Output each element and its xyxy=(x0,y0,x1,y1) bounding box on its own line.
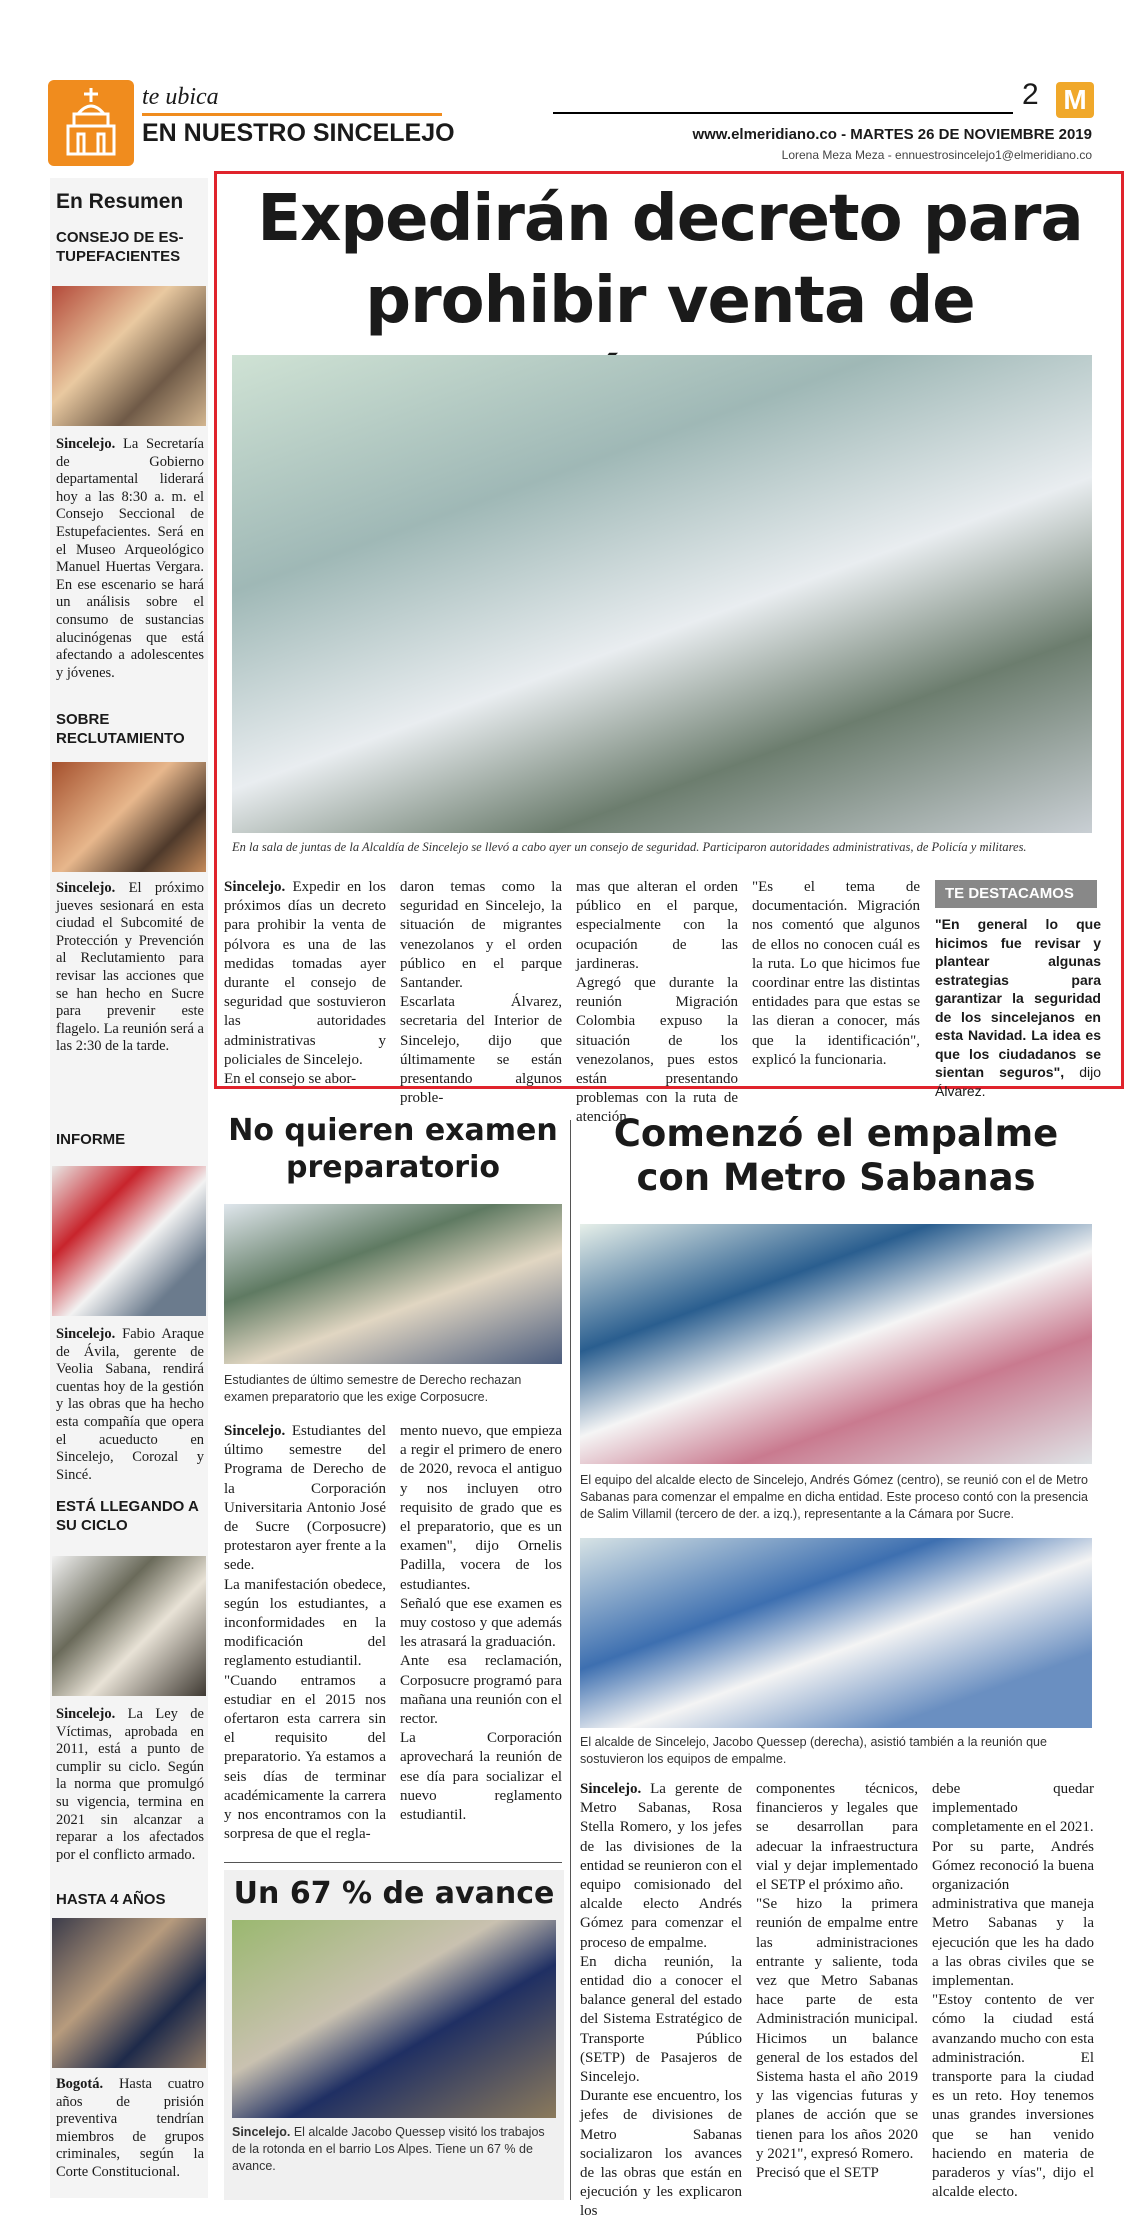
sidebar-photo xyxy=(52,762,206,872)
section-tag-title: EN NUESTRO SINCELEJO xyxy=(142,119,455,147)
column-divider xyxy=(570,1120,571,2200)
lead-column-2: daron temas como la seguridad en Sincelejo, la situación de migrantes venezolanos y el orden público en el parque Santander. Escarlata Álvarez, secretaria del Interior de Sincelejo, dijo que últimamente se están presentando algunos proble- xyxy=(400,879,562,1107)
brand-logo: M xyxy=(1056,82,1094,118)
sidebar-item-text: Sincelejo. La Ley de Víctimas, aprobada en 2011, está a punto de cumplir su ciclo. Según la norma que promulgó su vigencia, termina en 2021 sin alcanzar a reparar a los afectados por el conflicto armado. xyxy=(56,1706,204,1863)
lead-column-3: mas que alteran el orden público en el parque, especialmente con la ocupación de las jardineras. Agregó que durante la reunión Migración Colombia expuso la situación de los venezolanos, pues estos están presentando problemas con la ruta de atención. xyxy=(576,879,738,1126)
lead-photo xyxy=(232,355,1092,833)
sidebar-item-text: Sincelejo. El próximo jueves sesionará en esta ciudad el Subcomité de Protección y Prevención al Reclutamiento para revisar las acciones que se han hecho en Sucre para prevenir este flagelo. La reunión será a las 2:30 de la tarde. xyxy=(56,880,204,1055)
highlight-label: TE DESTACAMOS xyxy=(935,880,1097,908)
lead-column-1: Sincelejo. Expedir en los próximos días un decreto para prohibir la venta de pólvora es una de las medidas tomadas ayer durante el consejo de seguridad que sostuvieron las autoridades administrativas y policiales de Sincelejo. En el consejo se abor- xyxy=(224,879,386,1088)
byline: Lorena Meza Meza - ennuestrosincelejo1@elmeridiano.co xyxy=(781,148,1092,162)
section-divider xyxy=(224,1862,562,1863)
empalme-photo-2 xyxy=(580,1538,1092,1728)
empalme-headline: Comenzó el empalme con Metro Sabanas xyxy=(613,1112,1059,1199)
examen-headline: No quieren examen preparatorio xyxy=(228,1113,558,1185)
empalme-photo-1 xyxy=(580,1224,1092,1464)
examen-caption: Estudiantes de último semestre de Derecho rechazan examen preparatorio que les exige Corposucre. xyxy=(224,1373,522,1404)
sidebar-item-head: SOBRE RECLUTAMIENTO xyxy=(56,711,185,747)
dateline: www.elmeridiano.co - MARTES 26 DE NOVIEMBRE 2019 xyxy=(692,126,1092,143)
sidebar-title: En Resumen xyxy=(56,190,184,213)
highlight-quote: "En general lo que hicimos fue revisar y plantear algunas estrategias para garantizar la seguridad de los sincelejanos en esta Navidad. La idea es que los ciudadanos se sientan seguros", dijo Álvarez. xyxy=(935,916,1101,1099)
lead-column-4: "Es el tema de documentación. Migración nos comentó que algunos de ellos no conocen cuál es la ruta. Lo que hicimos fue coordinar entre las distintas entidades para que estas se las dieran a conocer, más que la identificación", explicó la funcionaria. xyxy=(752,879,920,1068)
sidebar-item-head: HASTA 4 AÑOS xyxy=(56,1891,166,1908)
sidebar-item-text: Bogotá. Hasta cuatro años de prisión preventiva tendrían miembros de grupos criminales, según la Corte Constitucional. xyxy=(56,2076,204,2180)
section-tag-divider xyxy=(142,113,442,116)
sidebar-photo xyxy=(52,286,206,426)
empalme-column-3: debe quedar implementado completamente en el 2021. Por su parte, Andrés Gómez reconoció la buena organización administrativa que maneja Metro Sabanas y la ejecución que les ha dado a las obras civiles que se implementan. "Estoy contento de ver cómo la ciudad está avanzando mucho con esta administración. El transporte para la ciudad es un reto. Hoy tenemos unas grandes inversiones que se han venido haciendo en materia de paraderos y vías", dijo el alcalde electo. xyxy=(932,1781,1094,2201)
sidebar-item-head: ESTÁ LLEGANDO A SU CICLO xyxy=(56,1498,199,1534)
sidebar-item-head: INFORME xyxy=(56,1131,126,1148)
empalme-column-1: Sincelejo. La gerente de Metro Sabanas, Rosa Stella Romero, y los jefes de las divisiones de la entidad se reunieron con el equipo comisionado del alcalde electo Andrés Gómez para comenzar el proceso de empalme. En dicha reunión, la entidad dio a conocer el balance general del estado del Sistema Estratégico de Transporte Público (SETP) de Pasajeros de Sincelejo. Durante ese encuentro, los jefes de divisiones de Metro Sabanas socializaron los avances de las obras que están en ejecución y les explicaron los xyxy=(580,1781,742,2220)
header-rule xyxy=(553,112,1013,114)
section-tag-small: te ubica xyxy=(142,84,219,110)
page-number: 2 xyxy=(1022,78,1039,111)
empalme-column-2: componentes técnicos, financieros y legales que se desarrollan para adecuar la infraestructura vial y dejar implementado el SETP el próximo año. "Se hizo la primera reunión de empalme entre las administraciones entrante y saliente, toda vez que Metro Sabanas hace parte de esta Administración municipal. Hicimos un balance general de los estados del Sistema hasta el año 2019 y las vigencias futuras y planes de acción que se tienen para los años 2020 y 2021", expresó Romero. Precisó que el SETP xyxy=(756,1781,918,2182)
sidebar-item-text: Sincelejo. La Secretaría de Gobierno departamental liderará hoy a las 8:30 a. m. el Consejo Seccional de Estupefacientes. Será en el Museo Arqueológico Manuel Huertas Vergara. En ese escenario se hará un análisis sobre el consumo de sustancias alucinógenas que está afectando a adolescentes y jóvenes. xyxy=(56,436,204,681)
sidebar-photo xyxy=(52,1918,206,2068)
examen-column-1: Sincelejo. Estudiantes del último semestre del Programa de Derecho de la Corporación Universitaria Antonio José de Sucre (Corposucre) protestaron ayer frente a la sede. La manifestación obedece, según los estudiantes, a inconformidades en la modificación del reglamento estudiantil. "Cuando entramos a estudiar en el 2015 nos ofertaron esta carrera sin el requisito del preparatorio. Ya estamos a seis días de terminar académicamente la carrera y nos encontramos con la sorpresa de que el regla- xyxy=(224,1423,386,1843)
lead-headline: Expedirán decreto para prohibir venta de xyxy=(257,182,1083,338)
empalme-caption-2: El alcalde de Sincelejo, Jacobo Quessep (derecha), asistió también a la reunión que sostuvieron los equipos de empalme. xyxy=(580,1735,1047,1766)
empalme-caption-1: El equipo del alcalde electo de Sincelejo, Andrés Gómez (centro), se reunió con el de Metro Sabanas para comenzar el empalme en dicha entidad. Este proceso contó con la presencia de Salim Villamil (tercero de der. a izq.), representante a la Cámara por Sucre. xyxy=(580,1473,1088,1521)
section-logo-icon xyxy=(48,80,134,166)
sidebar-photo xyxy=(52,1166,206,1316)
lead-photo-caption: En la sala de juntas de la Alcaldía de Sincelejo se llevó a cabo ayer un consejo de seguridad. Participaron autoridades administrativas, de Policía y militares. xyxy=(232,840,1027,854)
examen-column-2: mento nuevo, que empieza a regir el primero de enero de 2020, revoca el antiguo y nos incluyen otro requisito de grado que es el preparatorio, que es un examen", dijo Ornelis Padilla, vocera de los estudiantes. Señaló que ese examen es muy costoso y que además les atrasará la graduación. Ante esa reclamación, Corposucre programó para mañana una reunión con el rector. La Corporación aprovechará la reunión de ese día para socializar el nuevo reglamento estudiantil. xyxy=(400,1423,562,1824)
sidebar-item-text: Sincelejo. Fabio Araque de Ávila, gerente de Veolia Sabana, rendirá cuentas hoy de la gestión y las obras que ha hecho esta compañía que opera el acueducto en Sincelejo, Corozal y Sincé. xyxy=(56,1326,204,1483)
avance-headline: Un 67 % de avance xyxy=(233,1876,555,1911)
sidebar-photo xyxy=(52,1556,206,1696)
avance-caption: Sincelejo. El alcalde Jacobo Quessep visitó los trabajos de la rotonda en el barrio Los Alpes. Tiene un 67 % de avance. xyxy=(232,2125,545,2173)
avance-photo xyxy=(232,1920,556,2118)
examen-photo xyxy=(224,1204,562,1364)
sidebar-item-head: CONSEJO DE ES-TUPEFACIENTES xyxy=(56,229,184,265)
